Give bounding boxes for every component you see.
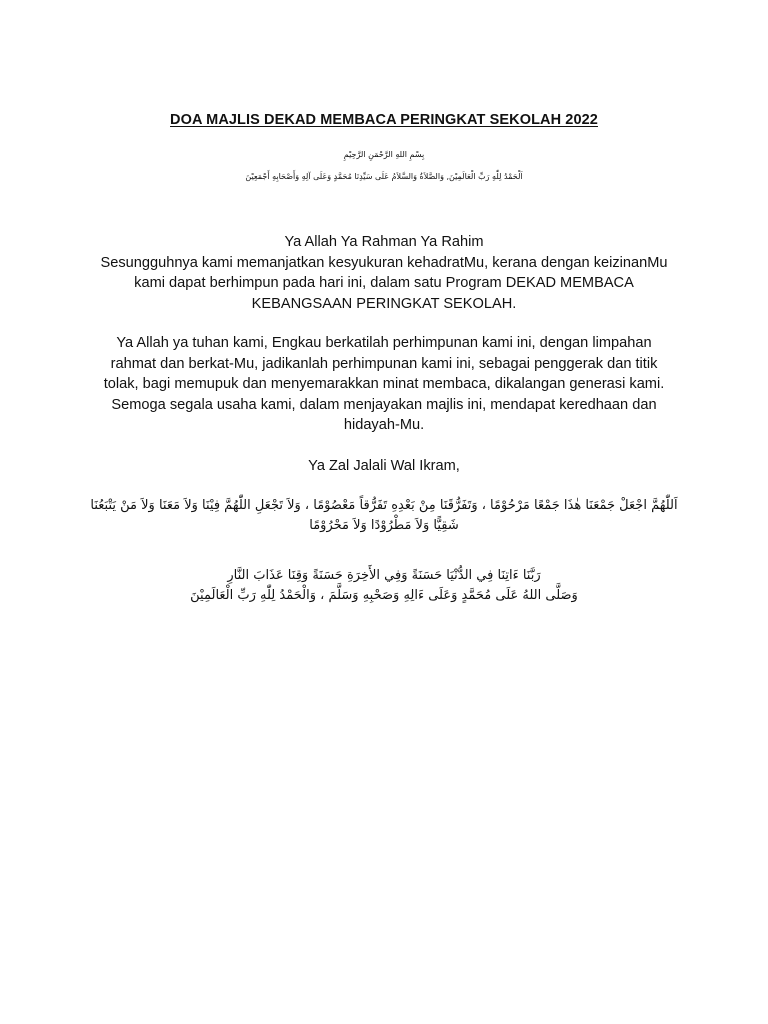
blessing-line: hidayah-Mu. bbox=[343, 417, 425, 434]
blessing-paragraph bbox=[84, 333, 684, 436]
intro-line: Sesungguhnya kami memanjatkan kesyukuran kehadratMu, kerana dengan keizinanMu bbox=[100, 254, 668, 271]
arabic-dua-line: اَللّٰهُمَّ اجْعَلْ جَمْعَنَا هٰذَا جَمْعًا مَرْحُوْمًا ، وَتَفَرُّقَنَا مِنْ بَعْدِهِ تَفَرُّقاً مَعْصُوْمًا ، وَلاَ تَجْعَلِ اللّٰهُمَّ فِيْنَا وَلاَ مَعَنَا وَلاَ مَنْ يَتْبَعُنَا bbox=[90, 498, 678, 513]
arabic-closing-line: رَبَّنَا ءَاتِنَا فِي الدُّنْيَا حَسَنَةً وَفِي الأَخِرَةِ حَسَنَةً وَقِنَا عَذَابَ النَّارِ bbox=[227, 568, 541, 583]
arabic-closing-block bbox=[84, 566, 684, 606]
arabic-dua-line: شَقِيًّا وَلاَ مَطْرُوْدًا وَلاَ مَحْرُوْمًا bbox=[309, 518, 459, 533]
intro-line: Ya Allah Ya Rahman Ya Rahim bbox=[284, 234, 484, 250]
invocation-text: Ya Zal Jalali Wal Ikram, bbox=[308, 458, 460, 474]
blessing-line: tolak, bagi memupuk dan menyemarakkan minat membaca, dikalangan generasi kami. bbox=[103, 376, 665, 393]
arabic-dua-block bbox=[84, 496, 684, 536]
intro-line: kami dapat berhimpun pada hari ini, dalam satu Program DEKAD MEMBACA bbox=[134, 275, 634, 292]
document-title: DOA MAJLIS DEKAD MEMBACA PERINGKAT SEKOLAH 2022 bbox=[170, 112, 598, 128]
blessing-line: Semoga segala usaha kami, dalam menjayakan majlis ini, mendapat keredhaan dan bbox=[111, 396, 657, 413]
invocation-line bbox=[84, 456, 684, 477]
blessing-line: rahmat dan berkat-Mu, jadikanlah perhimpunan kami ini, sebagai penggerak dan titik bbox=[110, 355, 658, 372]
intro-line: KEBANGSAAN PERINGKAT SEKOLAH. bbox=[251, 295, 517, 312]
arabic-bismillah: بِسْمِ اللهِ الرَّحْمَنِ الرَّحِيْمِ bbox=[343, 150, 425, 159]
intro-paragraph bbox=[84, 232, 684, 314]
arabic-hamdalah: اَلْحَمْدُ لِلّٰهِ رَبِّ الْعَالَمِيْنَ, وَالصَّلاَةُ وَالسَّلاَمُ عَلَى سَيِّدِنَا مُحَمَّدٍ وَعَلَى آلِهِ وَأَصْحَابِهِ أَجْمَعِيْنَ bbox=[245, 172, 523, 181]
arabic-closing-line: وَصَلَّى اللهُ عَلَى مُحَمَّدٍ وَعَلَى ءَالِهِ وَصَحْبِهِ وَسَلَّمَ ، وَالْحَمْدُ لِلّٰهِ رَبِّ الْعَالَمِيْنَ bbox=[190, 588, 578, 603]
blessing-line: Ya Allah ya tuhan kami, Engkau berkatilah perhimpunan kami ini, dengan limpahan bbox=[116, 335, 652, 351]
